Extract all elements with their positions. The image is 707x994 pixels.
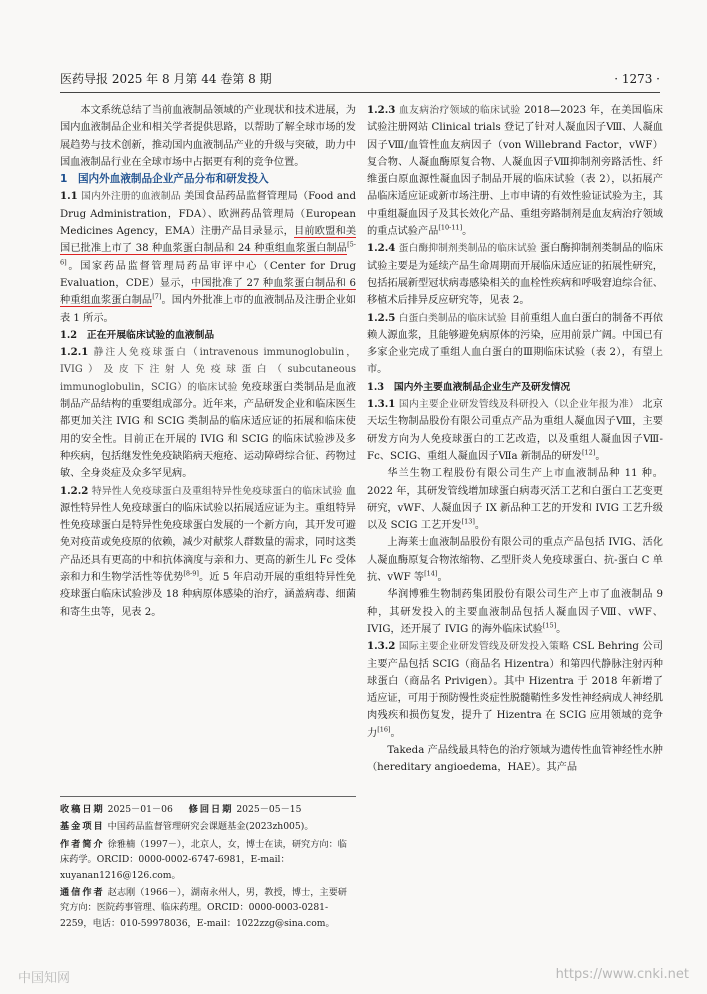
author-text: 徐雅楠（1997－），北京人，女，博士在读，研究方向：临床药学。ORCID：0000-0002-6747-6981，E-mail：xuyanan1216@126.com。: [60, 838, 347, 881]
subsection-title: 国际主要企业研发管线及研发投入策略: [398, 641, 570, 653]
section-1-2-1-paragraph: [60, 344, 356, 482]
footnote-rule: [60, 796, 356, 797]
section-1-2-5-paragraph: [367, 310, 663, 379]
citation: [14]: [424, 569, 438, 578]
header-rule: [60, 92, 660, 93]
section-number: 1.2.5: [367, 311, 396, 324]
author-line: [60, 837, 356, 883]
subsection-title: 国内主要企业研发管线及科研投入（以企业年报为准）: [398, 399, 639, 411]
paragraph-text: 2018—2023 年，在美国临床试验注册网站 Clinical trials 登记了针对人凝血因子Ⅷ、人凝血因子Ⅷ/血管性血友病因子（von Willebrand Factor，vWF）复合物、人凝血酶原复合物、人凝血因子Ⅷ抑制剂旁路活性、纤维蛋白原血源性凝血因子制品开展的临床试验（表 2），以拓展产品临床适应证或新市场注册、上市申请的有效性验证试验为主，其中重组凝血因子及其长效化产品、重组旁路制剂是血友病治疗领域的重点试验产品: [367, 105, 663, 238]
watermark-bar: [0, 955, 707, 994]
paragraph-text: CSL Behring 公司主要产品包括 SCIG（商品名 Hizentra）和第四代静脉注射丙种球蛋白（商品名 Privigen）。其中 Hizentra 于 2018 年新增了适应证，可用于预防慢性炎症性脱髓鞘性多发性神经病成人神经肌肉残疾和损伤复发，提升了 Hizentra 在 SCIG 应用领域的竞争力: [367, 641, 663, 739]
section-1-3-2-paragraph: [367, 638, 663, 742]
corresponding-line: [60, 885, 356, 931]
intro-paragraph: 本文系统总结了当前血液制品领域的产业现状和技术进展，为国内血液制品企业和相关学者提供思路，以帮助了解全球市场的发展趋势与技术创新，推动国内血液制品产业的升级与突破，助力中国血液制品行业在全球市场中占据更有利的竞争位置。: [60, 105, 356, 168]
paragraph-text: 蛋白酶抑制剂类制品的临床试验主要是为延续产品生命周期而开展临床适应证的拓展性研究，包括拓展新型冠状病毒感染相关的血栓性疾病和呼吸窘迫综合征、移植术后排异反应研究等，见表 2。: [367, 243, 664, 307]
paragraph-text: 。: [462, 226, 473, 238]
revised-date: 2025－05－15: [236, 804, 302, 815]
subsection-title: 白蛋白类制品的临床试验: [398, 312, 507, 324]
corresponding-text: 赵志刚（1966－），湖南永州人，男，教授，博士，主要研究方向：医院药事管理、临床药理。ORCID：0000-0003-0281-2259，电话：010-59978036，E-mail：1022zzg@sina.com。: [60, 887, 347, 929]
paragraph-text: 。国内外批准上市的血液制品及注册企业如表 1 所示。: [60, 295, 357, 324]
subsection-title: 1.3 国内外主要血液制品企业生产及研发情况: [367, 381, 571, 393]
author-label: 作者简介: [60, 838, 105, 850]
section-1-heading: 1 国内外血液制品企业产品分布和研发投入: [60, 173, 269, 186]
paragraph-text: 目前重组人血白蛋白的制备不再依赖人源血浆，且能够避免病原体的污染，应用前景广阔。中国已有多家企业完成了重组人血白蛋白的Ⅲ期临床试验（表 2），有望上市。: [367, 312, 663, 376]
citation: [12]: [581, 448, 596, 457]
subsection-title: 国内外注册的血液制品: [81, 191, 181, 203]
section-number: 1.2.1: [60, 346, 89, 359]
fund-label: 基金项目: [60, 821, 105, 833]
section-number: 1.3.2: [367, 640, 396, 653]
citation: [5-6]: [60, 240, 356, 267]
subsection-title: 血友病治疗领域的临床试验: [398, 105, 521, 116]
citation: [10-11]: [438, 223, 463, 232]
subsection-title: 特异性人免疫球蛋白及重组特异性免疫球蛋白的临床试验: [91, 485, 343, 497]
citation: [13]: [461, 517, 475, 526]
paragraph-text: 。近 5 年启动开展的重组特异性免疫球蛋白临床试验涉及 18 种病原体感染的治疗，涵盖病毒、细菌和寄生虫等，见表 2。: [60, 572, 356, 618]
citation: [8-9]: [183, 569, 199, 578]
left-column: [60, 102, 356, 621]
received-label: 收稿日期: [60, 804, 105, 815]
journal-name: 医药导报 2025 年 8 月第 44 卷第 8 期: [60, 72, 272, 86]
cnki-logo-text: 中国知网: [18, 971, 71, 986]
paragraph-text: 。: [595, 450, 606, 462]
paragraph-text: 。国家药品监督管理局药品审评中心（Center for Drug Evaluation，CDE）显示，: [60, 260, 356, 289]
highlighted-text: 目前欧盟和美国已批准上市了 38 种血浆蛋白制品和 24 种重组血浆蛋白制品: [60, 226, 357, 255]
dates-line: [60, 802, 356, 817]
citation: [7]: [152, 292, 162, 301]
section-1-2-4-paragraph: [367, 240, 663, 309]
section-1-3-heading: [367, 379, 663, 396]
cnki-url[interactable]: https://www.cnki.net: [555, 967, 689, 982]
right-column: [367, 102, 663, 777]
section-1-2-heading: [60, 327, 356, 344]
boya-paragraph: [367, 586, 663, 638]
paragraph-text: 北京天坛生物制品股份有限公司重点产品为重组人凝血因子Ⅷ，主要研发方向为人免疫球蛋白的工艺改造，以及重组人凝血因子Ⅷ-Fc、SCIG、重组人凝血因子Ⅶa 新制品的研发: [367, 399, 663, 462]
section-1-2-3-paragraph: [367, 102, 663, 240]
section-number: 1.2.2: [60, 484, 89, 497]
raas-paragraph: [367, 534, 663, 586]
section-1-3-1-paragraph: [367, 396, 663, 465]
section-number: 1.2.3: [367, 104, 396, 116]
paragraph-text: 美国食品药品监督管理局（Food and Drug Administration，FDA）、欧洲药品管理局（European Medicines Agency，EMA）注册产品目录显示，: [60, 191, 357, 238]
article-metadata: [60, 802, 356, 933]
received-date: 2025－01－06: [107, 804, 173, 815]
fund-text: 中国药品监督管理研究会课题基金(2023zh005)。: [107, 821, 314, 833]
paragraph-text: 。: [437, 572, 448, 584]
page-number: · 1273 ·: [614, 72, 660, 86]
takeda-paragraph: Takeda 产品线最具特色的治疗领域为遗传性血管神经性水肿（hereditary angioedema，HAE）。其产品: [367, 744, 663, 774]
subsection-title: 1.2 正在开展临床试验的血液制品: [60, 329, 215, 341]
paragraph-text: 上海莱士血液制品股份有限公司的重点产品包括 IVIG、活化人凝血酶原复合物浓缩物、乙型肝炎人免疫球蛋白、抗-蛋白 C 单抗、vWF 等: [367, 537, 663, 584]
paragraph-text: 免疫球蛋白类制品是血液制品产品结构的重要组成部分。近年来，产品研发企业和临床医生都更加关注 IVIG 和 SCIG 类制品的临床适应证的拓展和临床使用的安全性。目前正在开展的 IVIG 和 SCIG 的临床试验涉及多种疾病，包括继发性免疫缺陷病天疱疮、运动障碍综合征、药物过敏、全身炎症及众多罕见病。: [60, 381, 356, 480]
paragraph-text: 。: [390, 727, 401, 739]
section-1-2-2-paragraph: [60, 483, 356, 621]
paragraph-text: 华润博雅生物制药集团股份有限公司生产上市了血液制品 9 种，其研发投入的主要血液制品包括人凝血因子Ⅷ、vWF、IVIG，还开展了 IVIG 的海外临床试验: [367, 589, 663, 635]
paragraph-text: 华兰生物工程股份有限公司生产上市血液制品种 11 种。2022 年，其研发管线增加球蛋白病毒灭活工艺和白蛋白工艺变更研究，vWF、人凝血因子 IX 新品种工艺的开发和 IVIG 工艺升级以及 SCIG 工艺开发: [367, 468, 663, 532]
paragraph-text: 。: [474, 520, 486, 532]
section-1-1-paragraph: [60, 188, 356, 326]
citation: [15]: [542, 621, 557, 630]
section-number: 1.3.1: [367, 398, 396, 411]
running-header: [60, 70, 660, 88]
citation: [16]: [377, 725, 391, 734]
subsection-title: 静注人免疫球蛋白（intravenous immunoglobulin，IVIG）及皮下注射人免疫球蛋白（subcutaneous immunoglobulin，SCIG）的临床试验: [60, 347, 356, 393]
corresponding-label: 通信作者: [60, 887, 105, 899]
fund-line: [60, 819, 356, 834]
paragraph-text: 血源性特异性人免疫球蛋白的临床试验以拓展适应证为主。重组特异性免疫球蛋白是特异性免疫球蛋白发展的一个新方向，其开发可避免对疫苗或免疫原的依赖，减少对献浆人群数量的需求，同时这类产品还具有更高的中和抗体滴度与亲和力、更高的新生儿 Fc 受体亲和力和生物学活性等优势: [60, 485, 356, 584]
section-number: 1.1: [60, 190, 78, 203]
section-number: 1.2.4: [367, 242, 396, 255]
revised-label: 修回日期: [188, 804, 234, 815]
hualan-paragraph: [367, 465, 663, 534]
highlighted-text: 中国批准了 27 种血浆蛋白制品和 6 种重组血浆蛋白制品: [60, 277, 356, 307]
paragraph-text: 。: [556, 623, 567, 635]
subsection-title: 蛋白酶抑制剂类制品的临床试验: [398, 243, 537, 255]
